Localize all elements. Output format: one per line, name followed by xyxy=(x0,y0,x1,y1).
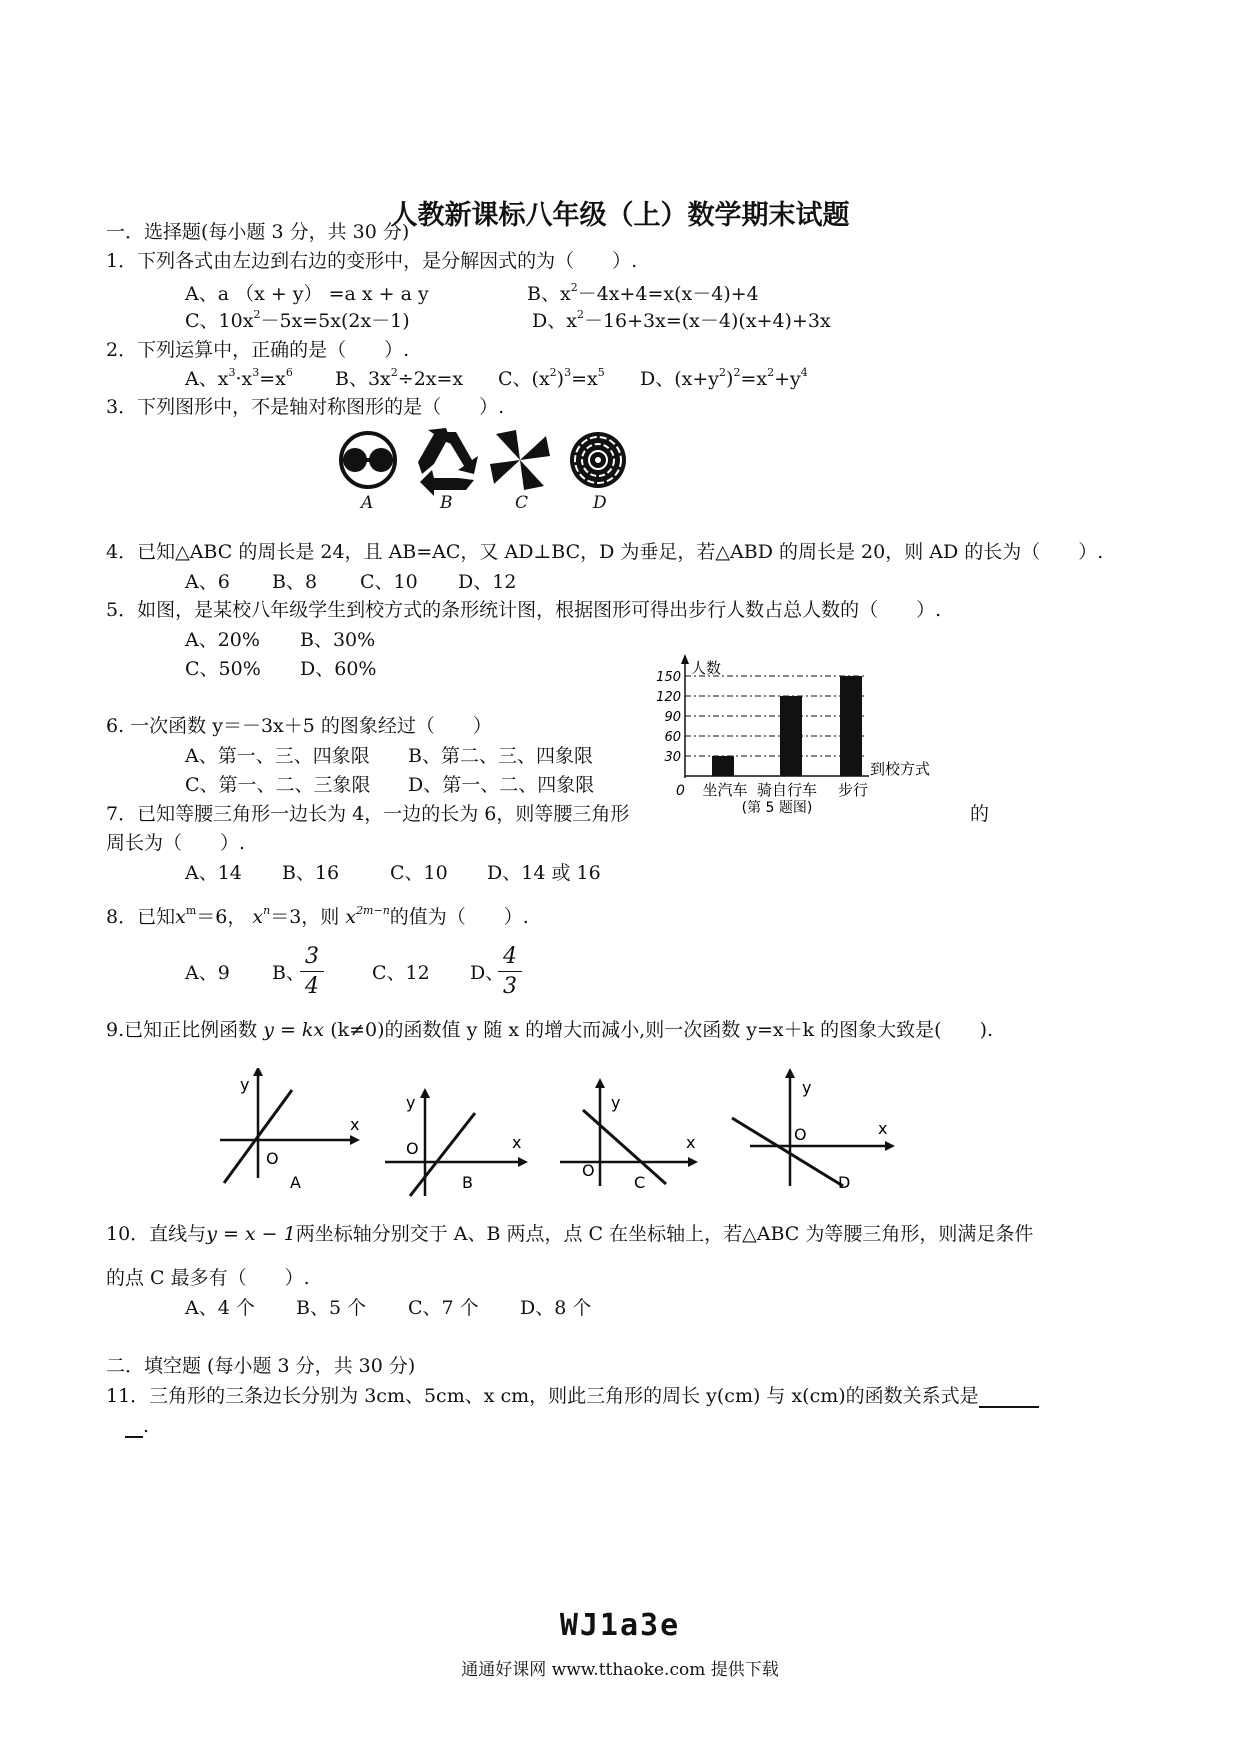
function-line xyxy=(583,1110,666,1184)
q4-stem: 4．已知△ABC 的周长是 24，且 AB=AC，又 AD⊥BC，D 为垂足，若△ABD 的周长是 20，则 AD 的长为（ ）. xyxy=(106,541,1104,563)
graph-label: C xyxy=(634,1173,646,1192)
bar xyxy=(840,676,862,776)
y-axis-arrow xyxy=(785,1068,795,1078)
q5-option-a: A、20% xyxy=(185,629,260,651)
q8-stem: 8．已知$x^m=6$， $x^n=3$，则 $x^{2m-n}$的值为（ ）. xyxy=(106,904,529,928)
x-label: x xyxy=(350,1115,360,1134)
origin-label: 0 xyxy=(676,783,685,799)
footer-text: 通通好课网 www.tthaoke.com 提供下载 xyxy=(461,1660,779,1680)
y-tick-label: 120 xyxy=(656,690,681,705)
q4-option-d: D、12 xyxy=(458,571,517,593)
q9-graphs xyxy=(200,1068,920,1208)
q7-option-c: C、10 xyxy=(390,862,448,884)
bar xyxy=(780,696,802,776)
origin-label: O xyxy=(794,1125,807,1144)
q2-stem: 2．下列运算中，正确的是（ ）. xyxy=(106,339,410,361)
q10-option-d: D、8 个 xyxy=(520,1297,592,1319)
watermark: WJ1a3e xyxy=(559,1608,681,1643)
q7-stem-tail: 的 xyxy=(970,803,990,825)
q10-option-b: B、5 个 xyxy=(296,1297,367,1319)
bar-chart xyxy=(640,648,960,818)
q11-blank xyxy=(979,1388,1039,1408)
pinwheel-figure-c xyxy=(490,430,550,490)
q11-end: . xyxy=(125,1414,149,1438)
y-label: y xyxy=(802,1078,812,1097)
q4-option-c: C、10 xyxy=(360,571,418,593)
q5-option-c: C、50% xyxy=(185,658,261,680)
graph-label: D xyxy=(838,1173,851,1192)
section1-header: 一．选择题(每小题 3 分，共 30 分) xyxy=(106,221,410,243)
rose-figure-d xyxy=(570,432,626,488)
q7-option-b: B、16 xyxy=(282,862,340,884)
q8-fraction-d: 4 3 xyxy=(498,944,522,999)
bar xyxy=(712,756,734,776)
q7-option-d: D、14 或 16 xyxy=(487,862,601,884)
q8-option-c: C、12 xyxy=(372,962,430,984)
q2-option-d: D、$(x+y^2)^2=x^2+y^4$ xyxy=(640,366,808,390)
x-category-label: 坐汽车 xyxy=(702,781,748,799)
q2-option-a: A、$x^3\cdot x^3=x^6$ xyxy=(185,366,293,390)
x-label: x xyxy=(878,1119,888,1138)
q3-label-d: D xyxy=(593,493,607,513)
q4-option-a: A、6 xyxy=(185,571,230,593)
x-category-label: 步行 xyxy=(837,781,869,799)
q10-option-a: A、4 个 xyxy=(185,1297,255,1319)
x-axis-arrow xyxy=(688,1157,698,1167)
q7-option-a: A、14 xyxy=(185,862,242,884)
y-tick-label: 150 xyxy=(656,670,681,685)
origin-label: O xyxy=(406,1139,419,1158)
y-label: y xyxy=(611,1093,621,1112)
y-axis-arrow xyxy=(595,1078,605,1088)
graph-label: B xyxy=(462,1173,473,1192)
q10-option-c: C、7 个 xyxy=(408,1297,479,1319)
function-line xyxy=(732,1118,843,1186)
page-title: 人教新课标八年级（上）数学期末试题 xyxy=(390,200,850,231)
q4-option-b: B、8 xyxy=(272,571,318,593)
y-label: y xyxy=(240,1075,250,1094)
section2-header: 二．填空题 (每小题 3 分，共 30 分) xyxy=(106,1355,416,1377)
y-label: y xyxy=(406,1093,416,1112)
q1-option-d: D、$x^2-16+3x=(x-4)(x+4)+3x$ xyxy=(532,308,831,332)
x-label: x xyxy=(512,1133,522,1152)
y-axis-arrow xyxy=(253,1068,263,1076)
q2-option-c: C、$(x^2)^3=x^5$ xyxy=(498,366,605,390)
x-label: x xyxy=(686,1133,696,1152)
q2-option-b: B、$3x^2\div 2x=x$ xyxy=(335,366,464,390)
q5-stem: 5．如图，是某校八年级学生到校方式的条形统计图，根据图形可得出步行人数占总人数的（ ）. xyxy=(106,599,942,621)
q3-stem: 3．下列图形中，不是轴对称图形的是（ ）. xyxy=(106,396,505,418)
q6-stem: 6. 一次函数 y＝－3x＋5 的图象经过（ ） xyxy=(106,715,492,737)
q5-option-b: B、30% xyxy=(300,629,376,651)
q8-fraction-b: 3 4 xyxy=(300,944,324,999)
y-tick-label: 60 xyxy=(664,730,681,745)
q5-option-d: D、60% xyxy=(300,658,377,680)
graph-label: A xyxy=(290,1173,301,1192)
chart-caption: (第 5 题图) xyxy=(741,800,813,816)
q9-stem: 9.已知正比例函数 y = kx (k≠0)的函数值 y 随 x 的增大而减小,则一次函数 y=x＋k 的图象大致是( ). xyxy=(106,1019,994,1041)
q1-option-a: A、a （x + y） =a x + a y xyxy=(185,283,429,305)
x-category-label: 骑自行车 xyxy=(756,781,818,799)
x-axis-arrow xyxy=(350,1135,360,1145)
q8-option-d: D、 xyxy=(470,962,505,984)
origin-label: O xyxy=(582,1161,595,1180)
y-tick-label: 30 xyxy=(664,750,681,765)
q6-option-a: A、第一、三、四象限 xyxy=(185,745,370,767)
q10-stem-line2: 的点 C 最多有（ ）. xyxy=(106,1267,310,1289)
x-axis-arrow xyxy=(885,1141,895,1151)
y-axis-arrow xyxy=(681,654,689,664)
q3-label-c: C xyxy=(515,493,529,513)
q1-option-b: B、$x^2-4x+4=x(x-4)+4$ xyxy=(527,281,759,305)
q3-label-a: A xyxy=(361,493,374,513)
y-tick-label: 90 xyxy=(664,710,681,725)
origin-label: O xyxy=(266,1149,279,1168)
y-axis-arrow xyxy=(420,1088,430,1098)
q6-option-b: B、第二、三、四象限 xyxy=(408,745,593,767)
q8-option-a: A、9 xyxy=(185,962,230,984)
q10-stem: 10．直线与y = x − 1两坐标轴分别交于 A、B 两点，点 C 在坐标轴上，若△ABC 为等腰三角形，则满足条件 xyxy=(106,1223,1034,1245)
q1-option-c: C、$10x^2-5x=5x(2x-1)$ xyxy=(185,308,410,332)
q7-stem: 7．已知等腰三角形一边长为 4，一边的长为 6，则等腰三角形 xyxy=(106,803,630,825)
circle-eyes-figure-a xyxy=(340,433,396,487)
x-axis-arrow xyxy=(518,1157,528,1167)
q3-label-b: B xyxy=(440,493,453,513)
q7-stem-line2: 周长为（ ）. xyxy=(106,832,246,854)
q6-option-c: C、第一、二、三象限 xyxy=(185,774,371,796)
recycle-figure-b xyxy=(418,428,478,496)
q6-option-d: D、第一、二、四象限 xyxy=(408,774,595,796)
x-axis-label: 到校方式 xyxy=(870,760,931,778)
q8-option-b: B、 xyxy=(272,962,305,984)
q11-stem: 11．三角形的三条边长分别为 3cm、5cm、x cm，则此三角形的周长 y(cm) 与 x(cm)的函数关系式是 xyxy=(106,1384,1039,1408)
y-axis-label: 人数 xyxy=(691,659,722,677)
q1-stem: 1．下列各式由左边到右边的变形中，是分解因式的为（ ）. xyxy=(106,250,638,272)
